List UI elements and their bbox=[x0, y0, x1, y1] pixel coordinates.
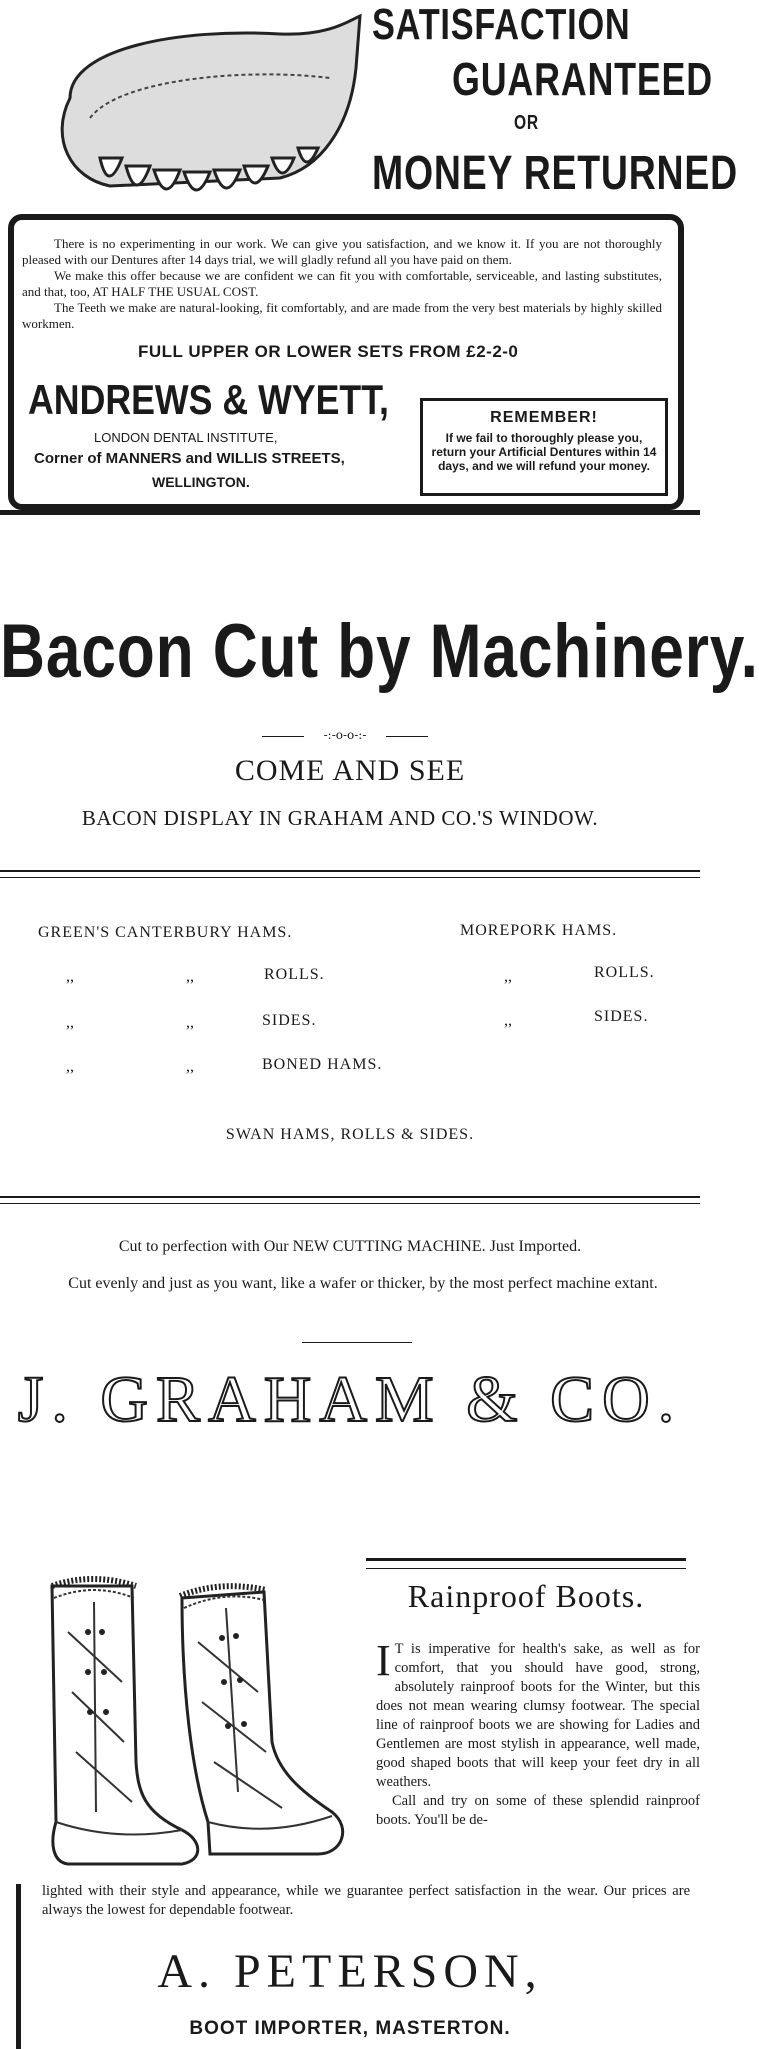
remember-box bbox=[420, 398, 668, 496]
headline-money-returned: MONEY RETURNED bbox=[372, 147, 738, 200]
greens-rolls: ROLLS. bbox=[264, 966, 325, 983]
rainproof-body bbox=[376, 1636, 700, 1830]
cutting-machine-line: Cut to perfection with Our NEW CUTTING MACHINE. Just Imported. bbox=[118, 1238, 582, 1255]
bacon-headline: Bacon Cut by Machinery. bbox=[0, 609, 759, 694]
rainproof-continuation: lighted with their style and appearance, while we guarantee perfect satisfaction in the wear. Our prices are always the lowest for dependable footwear. bbox=[42, 1883, 690, 1918]
ditto-mark: ,, bbox=[66, 1014, 74, 1031]
drop-cap: I bbox=[376, 1636, 391, 1685]
divider bbox=[0, 870, 700, 878]
ditto-mark: ,, bbox=[66, 1058, 74, 1075]
city: WELLINGTON. bbox=[152, 474, 250, 490]
dentist-paragraph: The Teeth we make are natural-looking, fit comfortably, and are made from the very best materials by highly skilled workmen. bbox=[22, 300, 662, 331]
boots-illustration bbox=[32, 1572, 362, 1872]
rainproof-paragraph: Call and try on some of these splendid rainproof boots. You'll be de- bbox=[376, 1793, 700, 1828]
ditto-mark: ,, bbox=[186, 1014, 194, 1031]
greens-sides: SIDES. bbox=[262, 1012, 317, 1029]
dentures-illustration bbox=[30, 8, 370, 208]
short-rule bbox=[302, 1342, 412, 1343]
remember-title: REMEMBER! bbox=[490, 409, 598, 426]
rainproof-paragraph: T is imperative for health's sake, as well as for comfort, that you should have good, strong, absolutely rainproof boots for the Winter, but this does not mean wearing clumsy footwear. The special line of rainproof boots we are showing for Ladies and Gentlemen are most stylish in appearance, well made, good shaped boots that will keep your feet dry in all weathers. bbox=[376, 1641, 700, 1790]
ornament-divider: -:-o-o-:- bbox=[262, 728, 428, 742]
peterson-firm-name: A. PETERSON, bbox=[157, 1945, 543, 1998]
boots-top-rule bbox=[366, 1558, 686, 1569]
headline-guaranteed: GUARANTEED bbox=[452, 53, 713, 105]
street-address: Corner of MANNERS and WILLIS STREETS, bbox=[34, 450, 345, 467]
morepork-hams: MOREPORK HAMS. bbox=[460, 922, 618, 939]
swan-hams: SWAN HAMS, ROLLS & SIDES. bbox=[225, 1126, 475, 1143]
ditto-mark: ,, bbox=[186, 1058, 194, 1075]
morepork-rolls: ROLLS. bbox=[594, 964, 655, 981]
dentist-body-text bbox=[22, 236, 662, 332]
ditto-mark: ,, bbox=[504, 968, 512, 985]
remember-body: If we fail to thoroughly please you, return your Artificial Dentures within 14 days, and we will refund your money. bbox=[431, 431, 657, 473]
ditto-mark: ,, bbox=[186, 968, 194, 985]
ditto-mark: ,, bbox=[66, 968, 74, 985]
firm-name: ANDREWS & WYETT, bbox=[28, 376, 389, 423]
boned-hams: BONED HAMS. bbox=[262, 1056, 383, 1073]
headline-or: OR bbox=[514, 112, 539, 134]
display-line: BACON DISPLAY IN GRAHAM AND CO.'S WINDOW. bbox=[81, 806, 599, 830]
price-line: FULL UPPER OR LOWER SETS FROM £2-2-0 bbox=[138, 342, 519, 361]
rainproof-title: Rainproof Boots. bbox=[407, 1578, 645, 1614]
cut-evenly-line: Cut evenly and just as you want, like a wafer or thicker, by the most perfect machine extant. bbox=[68, 1275, 658, 1292]
dentist-advertisement bbox=[0, 0, 738, 520]
graham-firm-name: J. GRAHAM & CO. bbox=[17, 1363, 683, 1436]
dentist-paragraph: There is no experimenting in our work. We can give you satisfaction, and we know it. If you are not thoroughly pleased with our Dentures after 14 days trial, we will gladly refund all you have paid on them. bbox=[22, 236, 662, 267]
divider bbox=[0, 510, 700, 515]
institute-name: LONDON DENTAL INSTITUTE, bbox=[94, 430, 278, 445]
morepork-sides: SIDES. bbox=[594, 1008, 649, 1025]
ditto-mark: ,, bbox=[504, 1012, 512, 1029]
boot-importer-line: BOOT IMPORTER, MASTERTON. bbox=[189, 2018, 511, 2039]
headline-satisfaction: SATISFACTION bbox=[372, 0, 631, 49]
come-and-see: COME AND SEE bbox=[234, 754, 466, 787]
greens-hams: GREEN'S CANTERBURY HAMS. bbox=[38, 924, 293, 941]
divider bbox=[0, 1196, 700, 1204]
dentist-paragraph: We make this offer because we are confident we can fit you with comfortable, serviceable, and lasting substitutes, and that, too, AT HALF THE USUAL COST. bbox=[22, 268, 662, 299]
